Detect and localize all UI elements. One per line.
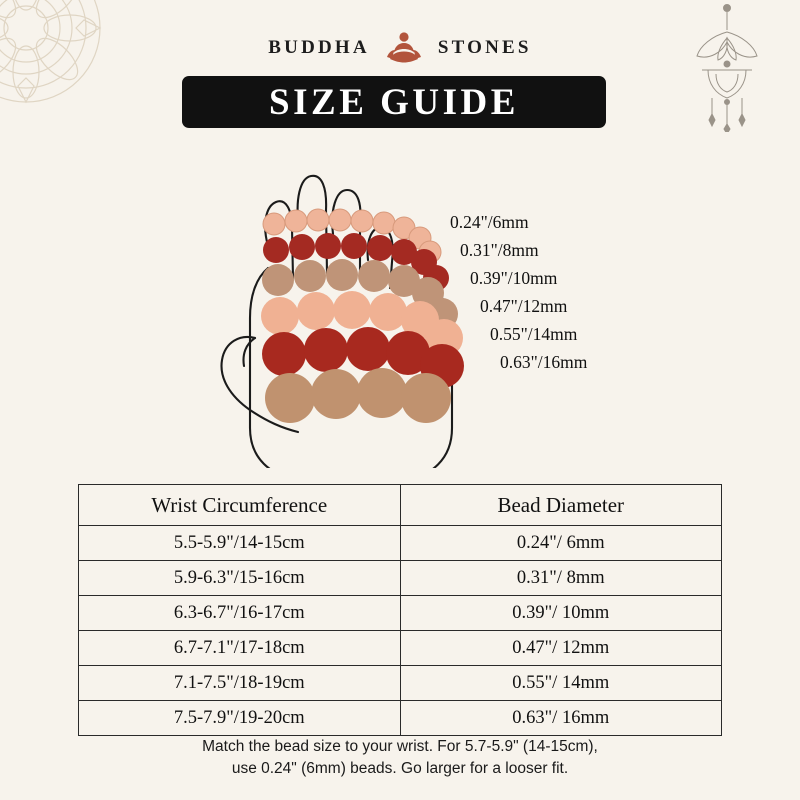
- meditating-buddha-icon: [382, 28, 426, 68]
- cell-bead: 0.39"/ 10mm: [400, 596, 722, 631]
- table-row: [79, 666, 722, 701]
- cell-bead: 0.47"/ 12mm: [400, 631, 722, 666]
- table-row: [79, 596, 722, 631]
- column-header-wrist: Wrist Circumference: [79, 485, 401, 526]
- table-header-row: [79, 485, 722, 526]
- table-row: [79, 526, 722, 561]
- cell-wrist: 6.7-7.1"/17-18cm: [79, 631, 401, 666]
- column-header-bead: Bead Diameter: [400, 485, 722, 526]
- cell-wrist: 5.9-6.3"/15-16cm: [79, 561, 401, 596]
- cell-bead: 0.55"/ 14mm: [400, 666, 722, 701]
- page-title: SIZE GUIDE: [269, 81, 519, 123]
- bead-size-label: 0.47"/12mm: [480, 296, 568, 316]
- bead-size-label: 0.55"/14mm: [490, 324, 578, 344]
- table-row: [79, 701, 722, 736]
- size-table: [78, 484, 722, 736]
- brand-header: [0, 28, 800, 68]
- footnote-line-1: Match the bead size to your wrist. For 5.7-5.9" (14-15cm),: [202, 738, 598, 755]
- bead-size-label: 0.63"/16mm: [500, 352, 588, 372]
- cell-bead: 0.31"/ 8mm: [400, 561, 722, 596]
- brand-word-right: STONES: [437, 37, 532, 58]
- table-row: [79, 561, 722, 596]
- footnote-line-2: use 0.24" (6mm) beads. Go larger for a looser fit.: [231, 760, 569, 777]
- cell-wrist: 7.5-7.9"/19-20cm: [79, 701, 401, 736]
- table-row: [79, 631, 722, 666]
- bead-row-6: [265, 368, 451, 423]
- page-title-banner: [182, 76, 606, 128]
- bead-size-label: 0.31"/8mm: [460, 240, 539, 260]
- cell-wrist: 7.1-7.5"/18-19cm: [79, 666, 401, 701]
- cell-bead: 0.24"/ 6mm: [400, 526, 722, 561]
- bead-size-label: 0.39"/10mm: [470, 268, 558, 288]
- footnote: [78, 736, 722, 780]
- cell-wrist: 5.5-5.9"/14-15cm: [79, 526, 401, 561]
- bead-size-label: 0.24"/6mm: [450, 212, 529, 232]
- cell-bead: 0.63"/ 16mm: [400, 701, 722, 736]
- brand-word-left: BUDDHA: [268, 37, 370, 58]
- cell-wrist: 6.3-6.7"/16-17cm: [79, 596, 401, 631]
- bead-size-label-list: [444, 208, 704, 376]
